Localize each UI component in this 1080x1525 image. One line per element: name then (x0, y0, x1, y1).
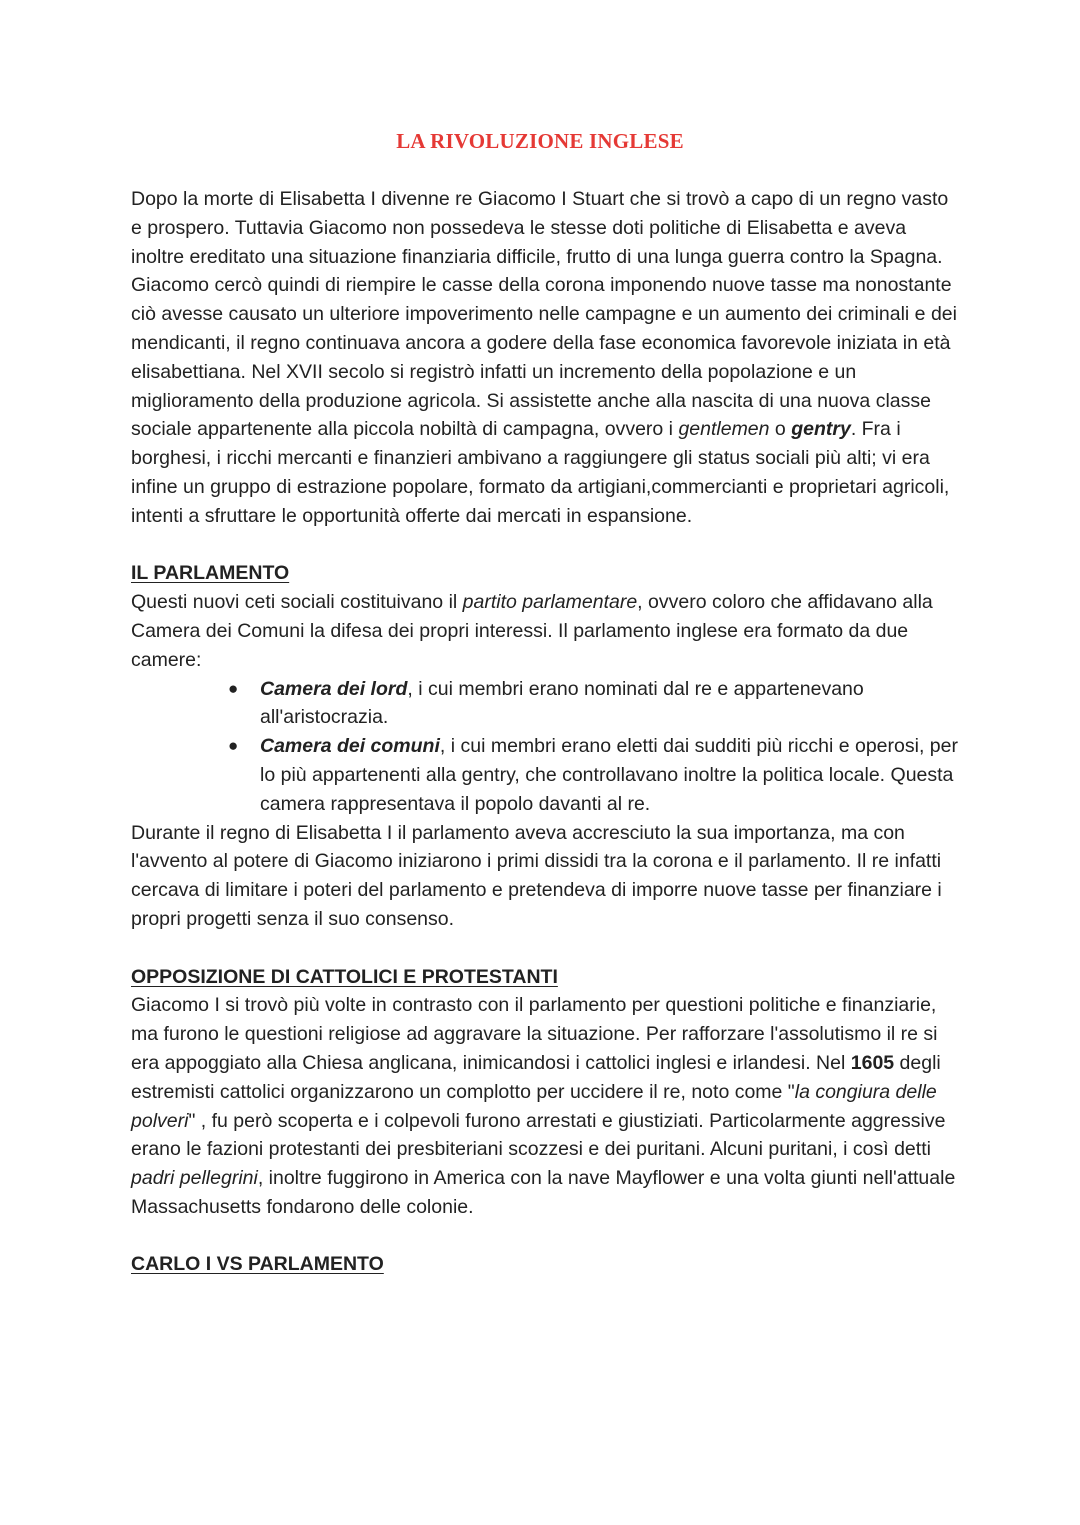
opposizione-text-1: Giacomo I si trovò più volte in contrasto con il parlamento per questioni politiche e finanziarie, ma furono le questioni religiose ad aggravare la situazione. Per rafforzare l'assolutismo il re si era appoggiato alla Chiesa anglicana, inimicandosi i cattolici inglesi e irlandesi. Nel (131, 994, 938, 1074)
intro-text-1: Dopo la morte di Elisabetta I divenne re Giacomo I Stuart che si trovò a capo di un regno vasto e prospero. Tuttavia Giacomo non possedeva le stesse doti politiche di Elisabetta e aveva inoltre ereditato una situazione finanziaria difficile, frutto di una lunga guerra contro la Spagna. Giacomo cercò quindi di riempire le casse della corona imponendo nuove tasse ma nonostante ciò avesse causato un ulteriore impoverimento nelle campagne e un aumento dei criminali e dei mendicanti, il regno continuava ancora a godere della fase economica favorevole iniziata in età elisabettiana. Nel XVII secolo si registrò infatti un incremento della popolazione e un miglioramento della produzione agricola. Si assistette anche alla nascita di una nuova classe sociale appartenente alla piccola nobiltà di campagna, ovvero i (131, 188, 957, 441)
camere-list (131, 675, 961, 819)
opposizione-text-3: " , fu però scoperta e i colpevoli furono arrestati e giustiziati. Particolarmente aggressive erano le fazioni protestanti dei presbiteriani scozzesi e dei puritani. Alcuni puritani, i così detti (131, 1109, 946, 1161)
intro-paragraph (131, 185, 961, 531)
bullet-icon: ● (228, 736, 239, 756)
opposizione-paragraph (131, 991, 961, 1221)
term-camera-comuni: Camera dei comuni (260, 735, 440, 758)
parlamento-text-1: Questi nuovi ceti sociali costituivano il (131, 591, 463, 614)
heading-parlamento: IL PARLAMENTO (131, 562, 290, 585)
bullet-icon: ● (228, 678, 239, 698)
camera-lord-text: , i cui membri erano nominati dal re e appartenevano all'aristocrazia. (260, 677, 864, 729)
term-camera-lord: Camera dei lord (260, 677, 408, 700)
term-gentry: gentry (791, 418, 851, 441)
term-congiura-polveri: la congiura delle polveri (131, 1080, 937, 1132)
opposizione-text-2: degli estremisti cattolici organizzarono un complotto per uccidere il re, noto come " (131, 1051, 941, 1103)
list-item (228, 675, 961, 733)
spacer (131, 1222, 961, 1251)
term-gentlemen: gentlemen (678, 418, 770, 441)
spacer (131, 531, 961, 560)
document-title: LA RIVOLUZIONE INGLESE (396, 129, 684, 153)
heading-carlo: CARLO I VS PARLAMENTO (131, 1253, 384, 1276)
parlamento-paragraph (131, 588, 961, 674)
opposizione-text-4: , inoltre fuggirono in America con la nave Mayflower e una volta giunti nell'attuale Massachusetts fondarono delle colonie. (131, 1167, 956, 1218)
list-item (228, 732, 961, 818)
intro-text-2: . Fra i borghesi, i ricchi mercanti e finanzieri ambivano a raggiungere gli status sociali più alti; vi era infine un gruppo di estrazione popolare, formato da artigiani,commercianti e proprietari agricoli, intenti a sfruttare le opportunità offerte dai mercati in espansione. (131, 418, 950, 527)
intro-conjunction: o (769, 418, 792, 441)
heading-opposizione: OPPOSIZIONE DI CATTOLICI E PROTESTANTI (131, 965, 558, 988)
document-body (131, 185, 961, 1279)
spacer (131, 934, 961, 963)
term-partito-parlamentare: partito parlamentare (462, 591, 638, 614)
term-padri-pellegrini: padri pellegrini (131, 1167, 258, 1190)
parlamento-paragraph-2: Durante il regno di Elisabetta I il parlamento aveva accresciuto la sua importanza, ma con l'avvento al potere di Giacomo iniziarono i primi dissidi tra la corona e il parlamento. Il re infatti cercava di limitare i poteri del parlamento e pretendeva di imporre nuove tasse per finanziare i propri progetti senza il suo consenso. (131, 821, 942, 930)
parlamento-text-2: , ovvero coloro che affidavano alla Camera dei Comuni la difesa dei propri interessi. Il parlamento inglese era formato da due camere: (131, 591, 933, 671)
camera-comuni-text: , i cui membri erano eletti dai sudditi più ricchi e operosi, per lo più appartenenti alla gentry, che controllavano inoltre la politica locale. Questa camera rappresentava il popolo davanti al re. (260, 735, 958, 815)
year-1605: 1605 (850, 1051, 895, 1074)
